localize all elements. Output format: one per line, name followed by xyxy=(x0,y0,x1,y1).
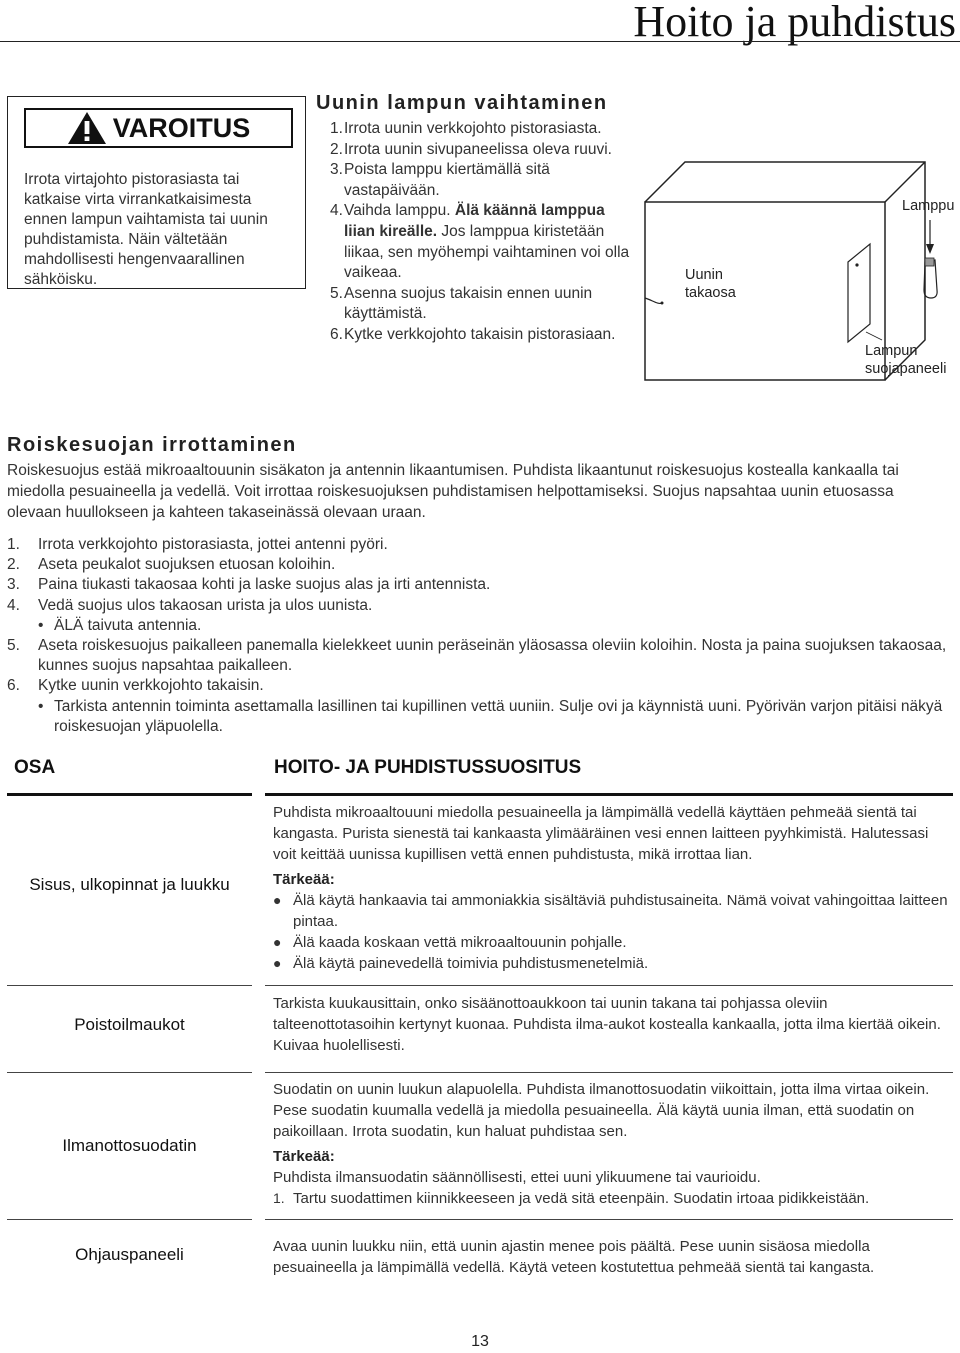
lamp-step: 4. Vaihda lamppu. Älä käännä lamppua liian kireälle. Jos lamppua kiristetään liikaa, sen myöhempi vaihtaminen voi olla vaikeaa. xyxy=(330,202,630,282)
row-rule xyxy=(7,1072,252,1073)
row-part-filter: Ilmanottosuodatin xyxy=(62,1136,197,1155)
lamp-step-warning: Älä käännä lamppua liian kireälle. xyxy=(344,202,605,240)
splash-step: 6. Kytke uunin verkkojohto takaisin. • Tarkista antennin toiminta asettamalla lasillinen tai kupillinen vettä uuniin. Sulje ovi ja käynnistä uuni. Pyörivän varjon pitäisi näkyä roiskesuojan yläpuolella. xyxy=(7,676,947,737)
splash-substep: • ÄLÄ taivuta antennia. xyxy=(38,616,202,634)
page-number: 13 xyxy=(471,1333,489,1350)
row-desc-control-panel: Avaa uunin luukku niin, että uunin ajastin menee pois päältä. Pese uunin sisäosa miedolla pesuaineella ja lämpimällä vedellä. Käytä veteen kostutettua pehmeää sientä tai kangasta. xyxy=(273,1238,875,1276)
splash-step: 1. Irrota verkkojohto pistorasiasta, jottei antenni pyöri. xyxy=(7,536,388,553)
lamp-step: 1. Irrota uunin verkkojohto pistorasiasta. xyxy=(330,120,602,137)
lamp-section-title: Uunin lampun vaihtaminen xyxy=(316,92,608,114)
warning-text: Irrota virtajohto pistorasiasta tai katkaise virta virrankatkaisimesta ennen lampun vaihtamista tai uunin puhdistamista. Näin vältetään mahdollisesti hengenvaarallinen sähköisku. xyxy=(24,171,268,288)
warning-box xyxy=(7,96,306,289)
row-part-interior: Sisus, ulkopinnat ja luukku xyxy=(29,875,230,894)
header-rule-part xyxy=(7,793,252,796)
label-oven-back: Uunin takaosa xyxy=(685,267,736,301)
splash-step: 3. Paina tiukasti takaosaa kohti ja laske suojus alas ja irti antennista. xyxy=(7,576,491,594)
lamp-step: 3. Poista lamppu kiertämällä sitä vastapäivään. xyxy=(330,161,550,199)
row-rule xyxy=(265,1072,953,1073)
row-desc-vents: Tarkista kuukausittain, onko sisäänottoaukkoon tai uunin takana tai pohjassa oleviin talteenottotasoihin kertynyt kuonaa. Puhdista ilma-aukot kostealla kankaalla, jotta ilma kiertää oikein. Kuivaa huolellisesti. xyxy=(273,995,941,1054)
column-header-part: OSA xyxy=(14,757,56,778)
important-label: Tärkeää: xyxy=(273,871,335,888)
row-rule xyxy=(265,985,953,986)
warning-header xyxy=(24,108,293,148)
row-part-control-panel: Ohjauspaneeli xyxy=(75,1245,184,1264)
column-header-recommendation: HOITO- JA PUHDISTUSSUOSITUS xyxy=(274,757,582,778)
label-lamp-cover: Lampun suojapaneeli xyxy=(865,343,947,377)
splash-steps xyxy=(7,535,947,737)
bullet-item: ● Älä käytä hankaavia tai ammoniakkia sisältäviä puhdistusaineita. Nämä voivat vahingoittaa laitteen pintaa. xyxy=(273,892,948,930)
lamp-section xyxy=(316,92,636,346)
splash-step: 2. Aseta peukalot suojuksen etuosan koloihin. xyxy=(7,556,336,574)
lamp-step: 6. Kytke verkkojohto takaisin pistorasiaan. xyxy=(330,325,616,343)
row-rule xyxy=(7,1219,252,1220)
splash-substep: • Tarkista antennin toiminta asettamalla lasillinen tai kupillinen vettä uuniin. Sulje ovi ja käynnistä uuni. Pyörivän varjon pitäisi näkyä roiskesuojan yläpuolella. xyxy=(38,697,943,735)
warning-title: VAROITUS xyxy=(112,112,251,143)
bullet-item: ● Älä kaada koskaan vettä mikroaaltouunin pohjalle. xyxy=(273,934,627,951)
row-desc-interior: Puhdista mikroaaltouuni miedolla pesuaineella ja lämpimällä vedellä käyttäen pehmeää sientä tai kangasta. Purista sienestä tai kankaasta ylimääräinen vesi ennen laitteen pyyhkimistä. Halutessasi voit keittää uunissa kupillisen vettä ennen puhdistusta, mikä irrottaa lian. Tärkeää: ● Älä käytä hankaavia tai ammoniakkia sisältäviä puhdistusaineita. Nämä voivat vahingoittaa laitteen pintaa. ● Älä kaada koskaan vettä mikroaaltouunin pohjalle. ● Älä käytä painevedellä toimivia puhdistusmenetelmiä. xyxy=(273,802,953,974)
header-rule-rec xyxy=(265,793,953,796)
splash-step: 5. Aseta roiskesuojus paikalleen panemalla kielekkeet uunin peräseinän yläosassa oleviin koloihin. Nosta ja paina suojuksen takaosaa, kunnes suojus napsahtaa paikalleen. xyxy=(7,637,947,675)
splash-step: 4. Vedä suojus ulos takaosan urista ja ulos uunista. • ÄLÄ taivuta antennia. xyxy=(7,596,947,636)
lamp-step: 5. Asenna suojus takaisin ennen uunin käyttämistä. xyxy=(330,284,593,323)
important-label: Tärkeää: xyxy=(273,1148,335,1165)
label-lamp: Lamppu xyxy=(902,198,955,214)
splash-intro: Roiskesuojus estää mikroaaltouunin sisäkaton ja antennin likaantumisen. Puhdista likaantunut roiskesuojus kostealla kankaalla tai miedolla pesuaineella ja vedellä. Voit irrottaa roiskesuojuksen puhdistamisen helpottamiseksi. Suojus napsahtaa uunin etuosassa olevaan huullokseen ja kahteen takaseinässä olevaan uraan. xyxy=(7,462,899,521)
oven-back-diagram xyxy=(640,160,960,420)
row-rule xyxy=(265,1219,953,1220)
row-rule xyxy=(7,985,252,986)
filter-step: 1. Tartu suodattimen kiinnikkeeseen ja vedä sitä eteenpäin. Suodatin irtoaa pidikkeistään. xyxy=(273,1190,870,1207)
row-part-vents: Poistoilmaukot xyxy=(74,1015,185,1034)
page-title: Hoito ja puhdistus xyxy=(633,0,956,46)
lamp-step: 2. Irrota uunin sivupaneelissa oleva ruuvi. xyxy=(330,140,612,158)
lamp-steps xyxy=(316,119,636,346)
splash-section-title: Roiskesuojan irrottaminen xyxy=(7,434,297,456)
row-desc-filter: Suodatin on uunin luukun alapuolella. Puhdista ilmanottosuodatin viikoittain, jotta ilma virtaa oikein. Pese suodatin kuumalla vedellä ja miedolla pesuaineella. Älä käytä uunia ilman, että suodatin on paikoillaan. Irrota suodatin, kun haluat puhdistaa sen. Tärkeää: Puhdista ilmansuodatin säännöllisesti, ettei uuni ylikuumene tai vaurioidu. 1. Tartu suodattimen kiinnikkeeseen ja vedä sitä eteenpäin. Suodatin irtoaa pidikkeistään. xyxy=(273,1079,953,1209)
header-divider xyxy=(0,41,960,42)
warning-triangle-icon xyxy=(67,111,107,145)
bullet-item: ● Älä käytä painevedellä toimivia puhdistusmenetelmiä. xyxy=(273,955,649,972)
